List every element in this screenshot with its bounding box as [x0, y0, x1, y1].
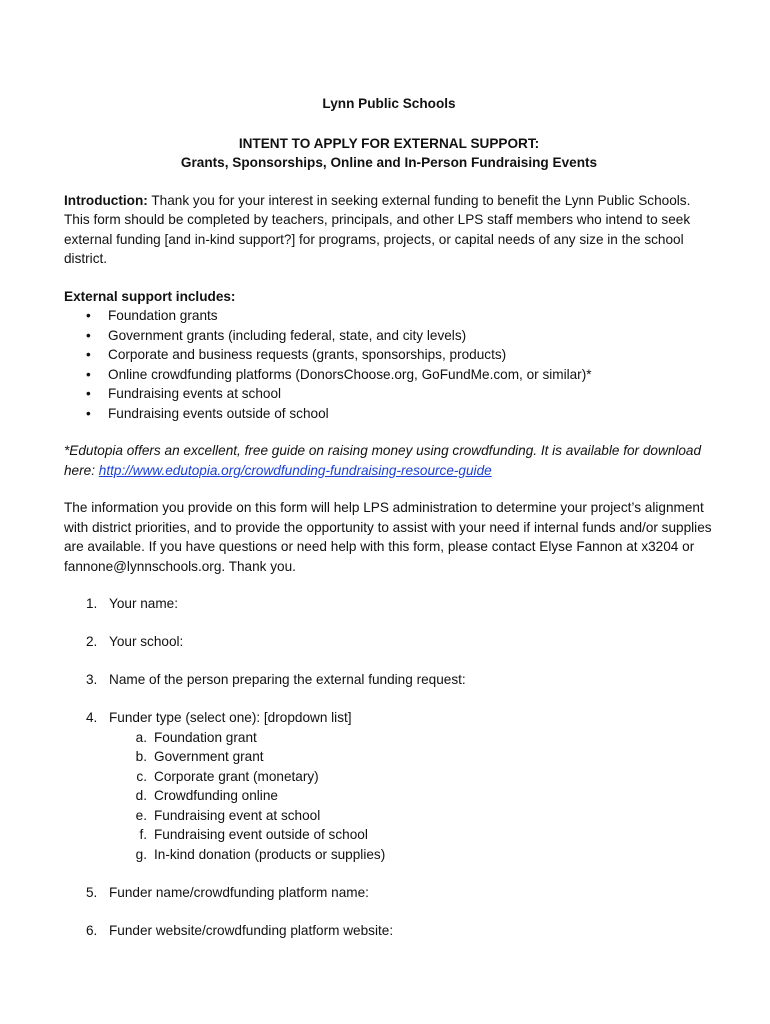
bullet-icon: •: [86, 327, 91, 343]
option-text: Foundation grant: [154, 729, 257, 745]
bullet-icon: •: [86, 405, 91, 421]
footnote-paragraph: [64, 441, 714, 480]
option-letter: g.: [135, 846, 147, 862]
option-text: Corporate grant (monetary): [154, 768, 319, 784]
option-text: Fundraising event outside of school: [154, 827, 368, 842]
bullet-icon: •: [86, 347, 91, 362]
question-text: Name of the person preparing the external funding request:: [109, 672, 466, 687]
question-text: Funder type (select one): [dropdown list]: [109, 710, 352, 725]
list-item-text: Fundraising events outside of school: [108, 405, 329, 421]
list-item-text: Foundation grants: [108, 308, 218, 323]
bullet-icon: •: [86, 386, 91, 401]
funder-type-option: [131, 747, 714, 767]
question-text: Your name:: [109, 596, 179, 611]
question-funder-type: [86, 708, 714, 864]
bullet-icon: •: [86, 308, 91, 323]
list-item: [86, 345, 714, 365]
question-number: 3.: [86, 672, 98, 687]
question-number: 4.: [86, 710, 98, 725]
list-item-text: Online crowdfunding platforms (DonorsChoose.org, GoFundMe.com, or similar)*: [108, 366, 592, 382]
question-school: [86, 632, 714, 652]
option-letter: d.: [135, 788, 147, 803]
list-item-text: Corporate and business requests (grants, sponsorships, products): [108, 347, 507, 362]
question-funder-name: [86, 883, 714, 903]
edutopia-guide-link[interactable]: http://www.edutopia.org/crowdfunding-fundraising-resource-guide: [98, 462, 492, 478]
option-text: Crowdfunding online: [154, 788, 278, 803]
intro-label: Introduction:: [64, 192, 148, 208]
option-text: Government grant: [154, 749, 264, 764]
funder-type-option: [131, 786, 714, 806]
option-text: Fundraising event at school: [154, 807, 321, 823]
info-paragraph: The information you provide on this form will help LPS administration to determine your project’s alignment with district priorities, and to provide the opportunity to assist with your need if internal funds and/or supplies are available. If you have questions or need help with this form, please contact Elyse Fannon at x3204 or fannone@lynnschools.org. Thank you.: [64, 500, 712, 574]
list-item: [86, 384, 714, 404]
question-text: Your school:: [109, 634, 184, 649]
list-item: [86, 404, 714, 424]
question-text: Funder name/crowdfunding platform name:: [109, 884, 369, 900]
form-heading: [64, 134, 714, 173]
footnote-text: *Edutopia offers an excellent, free guide on raising money using crowdfunding. It is available for download here:: [64, 443, 702, 478]
list-item: [86, 365, 714, 385]
question-text: Funder website/crowdfunding platform website:: [109, 922, 394, 938]
option-text: In-kind donation (products or supplies): [154, 846, 386, 862]
question-name: [86, 594, 714, 614]
list-item-text: Government grants (including federal, state, and city levels): [108, 327, 467, 343]
question-number: 6.: [86, 922, 98, 938]
option-letter: e.: [135, 807, 147, 823]
document-page: [64, 94, 714, 959]
question-number: 1.: [86, 596, 98, 611]
intro-paragraph: [64, 191, 714, 269]
questions-list: [64, 594, 714, 940]
option-letter: f.: [139, 827, 147, 842]
includes-list: [64, 306, 714, 423]
question-preparer: [86, 670, 714, 690]
funder-type-option: [131, 728, 714, 748]
list-item: [86, 326, 714, 346]
option-letter: c.: [136, 768, 147, 784]
list-item-text: Fundraising events at school: [108, 386, 282, 401]
option-letter: a.: [135, 729, 147, 745]
intro-text: Thank you for your interest in seeking external funding to benefit the Lynn Public Schools. This form should be completed by teachers, principals, and other LPS staff members who intend to seek external funding [and in-kind support?] for programs, projects, or capital needs of any size in the school district.: [64, 192, 691, 266]
form-subtitle: Grants, Sponsorships, Online and In-Person Fundraising Events: [180, 155, 598, 170]
funder-type-option: [131, 845, 714, 865]
bullet-icon: •: [86, 366, 91, 382]
funder-type-option: [131, 767, 714, 787]
list-item: [86, 306, 714, 326]
question-funder-website: [86, 921, 714, 941]
funder-type-options: [109, 728, 714, 865]
form-title: INTENT TO APPLY FOR EXTERNAL SUPPORT:: [238, 135, 540, 151]
question-number: 5.: [86, 884, 98, 900]
funder-type-option: [131, 806, 714, 826]
question-number: 2.: [86, 634, 98, 649]
option-letter: b.: [135, 749, 147, 764]
includes-title: External support includes:: [64, 288, 236, 304]
funder-type-option: [131, 825, 714, 845]
org-title: Lynn Public Schools: [322, 96, 456, 111]
